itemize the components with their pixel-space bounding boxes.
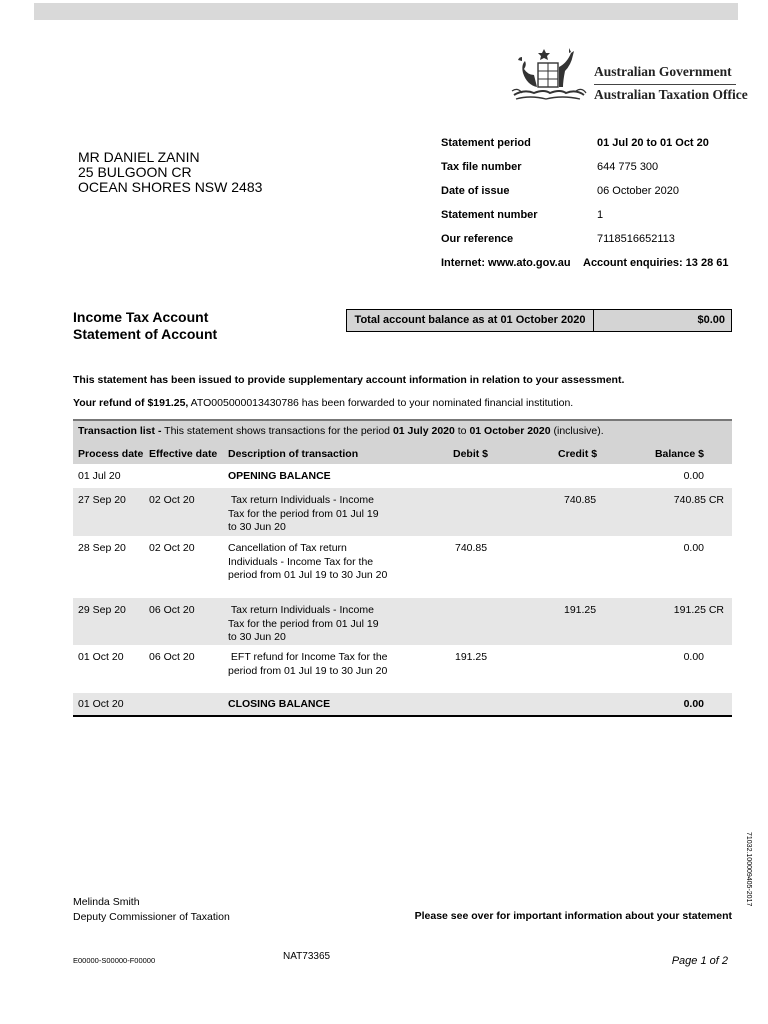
table-row-closing	[73, 693, 732, 715]
cell-process-date: 01 Oct 20	[78, 698, 124, 710]
cell-balance: 0.00	[683, 542, 704, 554]
signer-name: Melinda Smith	[73, 896, 140, 908]
cell-debit: 740.85	[455, 542, 488, 554]
issue-date-value: 06 October 2020	[597, 185, 679, 197]
title-line-1: Income Tax Account	[73, 309, 209, 325]
title-line-2: Statement of Account	[73, 326, 218, 342]
gov-divider	[594, 84, 736, 85]
total-balance-label: Total account balance as at 01 October 2020	[347, 310, 594, 331]
cell-description: EFT refund for Income Tax for the period from 01 Jul 19 to 30 Jun 20	[228, 651, 391, 677]
caption-start-date: 01 July 2020	[392, 425, 455, 437]
addressee-street: 25 BULGOON CR	[78, 164, 192, 180]
addressee-name: MR DANIEL ZANIN	[78, 149, 200, 165]
coat-of-arms-icon	[510, 47, 588, 105]
cell-description: Tax return Individuals - Income Tax for the period from 01 Jul 19 to 30 Jun 20	[228, 494, 382, 533]
cell-balance: 740.85 CR	[673, 494, 724, 506]
cell-effective-date: 02 Oct 20	[149, 494, 195, 506]
cell-balance: 0.00	[683, 470, 704, 482]
page-number: Page 1 of 2	[671, 955, 728, 967]
total-balance-amount: $0.00	[697, 314, 725, 326]
issue-date-label: Date of issue	[441, 185, 510, 197]
header-effective-date: Effective date	[149, 448, 218, 460]
nat-number: NAT73365	[283, 951, 331, 962]
signature-block	[73, 895, 230, 925]
caption-suffix: (inclusive).	[550, 425, 604, 437]
caption-text: This statement shows transactions for the period	[161, 425, 393, 437]
cell-description: CLOSING BALANCE	[228, 698, 331, 710]
assessment-notice: This statement has been issued to provide supplementary account information in relation to your assessment.	[73, 374, 625, 386]
table-caption	[78, 425, 604, 437]
cell-balance: 191.25 CR	[673, 604, 724, 616]
cell-effective-date: 06 Oct 20	[149, 604, 195, 616]
internet-link[interactable]: Internet: www.ato.gov.au	[441, 257, 571, 269]
cell-credit: 740.85	[564, 494, 597, 506]
cell-balance: 0.00	[683, 698, 704, 710]
table-bottom-rule	[73, 715, 732, 717]
header-description: Description of transaction	[228, 448, 359, 460]
table-row	[73, 536, 732, 598]
cell-process-date: 01 Jul 20	[78, 470, 121, 482]
cell-description: Tax return Individuals - Income Tax for the period from 01 Jul 19 to 30 Jun 20	[228, 604, 382, 643]
cell-description: OPENING BALANCE	[228, 470, 331, 482]
cell-balance: 0.00	[683, 651, 704, 663]
caption-to: to	[454, 425, 470, 437]
see-over-note: Please see over for important information about your statement	[414, 910, 732, 922]
header-debit: Debit $	[453, 448, 489, 460]
table-row	[73, 645, 732, 693]
addressee-block	[78, 150, 262, 195]
caption-title: Transaction list -	[78, 425, 162, 437]
document-title	[73, 309, 217, 343]
cell-process-date: 01 Oct 20	[78, 651, 124, 663]
cell-debit: 191.25	[455, 651, 488, 663]
cell-effective-date: 02 Oct 20	[149, 542, 195, 554]
cell-process-date: 28 Sep 20	[78, 542, 126, 554]
cell-process-date: 27 Sep 20	[78, 494, 126, 506]
cell-credit: 191.25	[564, 604, 597, 616]
tfn-value: 644 775 300	[597, 161, 659, 173]
caption-end-date: 01 October 2020	[469, 425, 551, 437]
top-grey-bar	[34, 3, 738, 20]
table-row	[73, 598, 732, 645]
statement-number-value: 1	[597, 209, 604, 221]
statement-period-value: 01 Jul 20 to 01 Oct 20	[597, 137, 709, 149]
cell-description: Cancellation of Tax return Individuals - Income Tax for the period from 01 Jul 19 to 30 Jun 20	[228, 542, 388, 581]
reference-label: Our reference	[441, 233, 514, 245]
ato-title: Australian Taxation Office	[594, 87, 748, 102]
statement-number-label: Statement number	[441, 209, 538, 221]
statement-period-label: Statement period	[441, 137, 531, 149]
tfn-label: Tax file number	[441, 161, 522, 173]
account-enquiries: Account enquiries: 13 28 61	[583, 257, 729, 269]
cell-effective-date: 06 Oct 20	[149, 651, 195, 663]
transaction-table	[73, 419, 732, 717]
table-header	[73, 421, 732, 464]
addressee-locality: OCEAN SHORES NSW 2483	[78, 179, 263, 195]
table-row	[73, 464, 732, 488]
refund-amount: Your refund of $191.25,	[73, 397, 189, 409]
header-balance: Balance $	[654, 448, 704, 460]
refund-detail: ATO005000013430786 has been forwarded to your nominated financial institution.	[188, 397, 574, 409]
cell-process-date: 29 Sep 20	[78, 604, 126, 616]
signer-title: Deputy Commissioner of Taxation	[73, 911, 230, 923]
total-balance-box	[346, 309, 732, 332]
refund-notice	[73, 397, 573, 409]
table-row	[73, 488, 732, 536]
barcode-reference: E00000-S00000-F00000	[73, 956, 156, 965]
gov-title: Australian Government	[594, 64, 732, 79]
reference-value: 7118516652113	[597, 233, 675, 245]
vertical-form-code: 71032.100009405-2017	[745, 832, 752, 907]
header-credit: Credit $	[558, 448, 598, 460]
header-process-date: Process date	[78, 448, 144, 460]
